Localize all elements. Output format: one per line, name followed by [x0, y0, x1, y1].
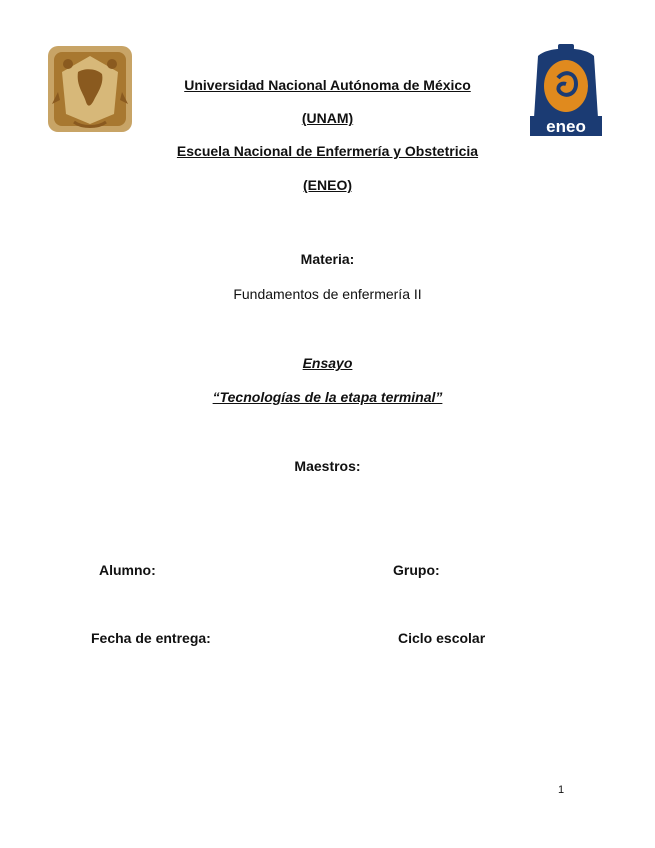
school-cycle-label: Ciclo escolar — [398, 630, 486, 646]
university-abbr: (UNAM) — [301, 110, 354, 126]
work-type: Ensayo — [302, 355, 353, 371]
university-name: Universidad Nacional Autónoma de México — [184, 77, 471, 93]
subject-value: Fundamentos de enfermería II — [233, 286, 422, 302]
group-label: Grupo: — [393, 562, 440, 578]
subject-label: Materia: — [300, 251, 355, 267]
school-name: Escuela Nacional de Enfermería y Obstetricia — [176, 143, 479, 159]
student-label: Alumno: — [99, 562, 156, 578]
eneo-logo-text: eneo — [546, 117, 586, 136]
teachers-label: Maestros: — [294, 458, 361, 474]
due-date-label: Fecha de entrega: — [91, 630, 211, 646]
page-number: 1 — [558, 784, 565, 796]
work-title: “Tecnologías de la etapa terminal” — [212, 389, 443, 405]
school-abbr: (ENEO) — [303, 177, 352, 193]
